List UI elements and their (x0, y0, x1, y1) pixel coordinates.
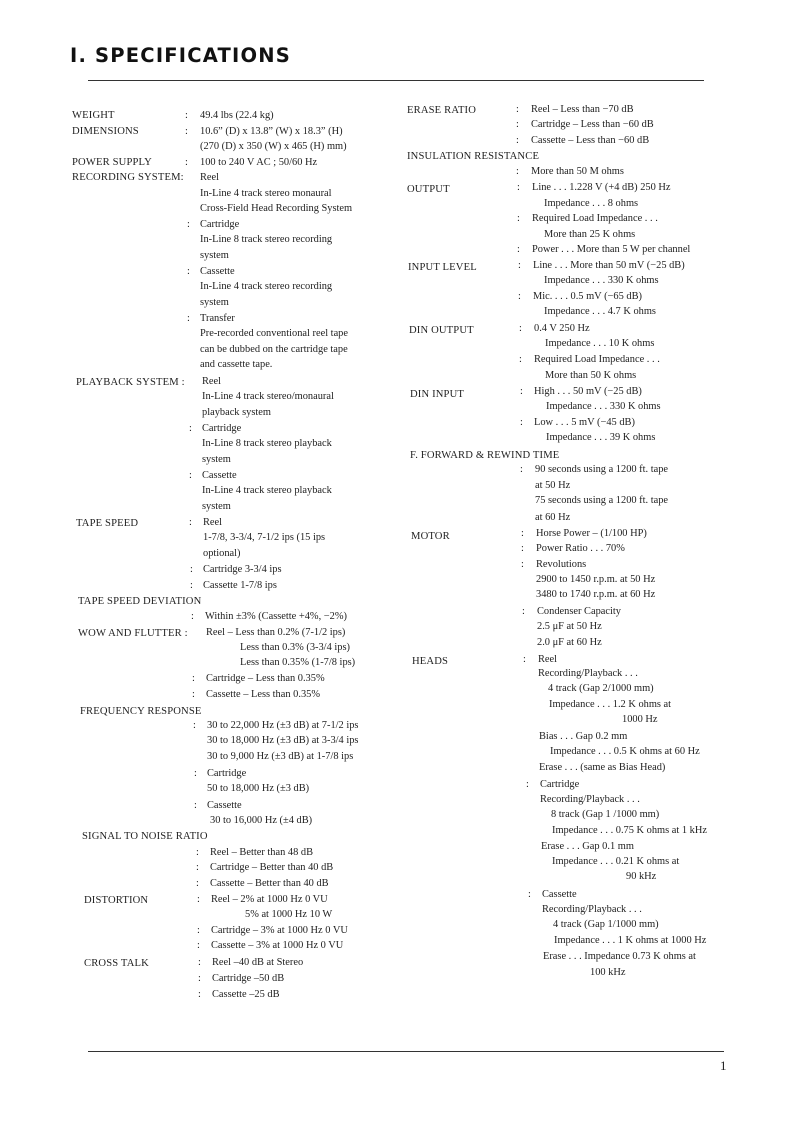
dimensions-metric: (270 (D) x 350 (W) x 465 (H) mm) (200, 141, 347, 152)
colon: : (528, 889, 531, 900)
dimensions-value: 10.6” (D) x 13.8” (W) x 18.3” (H) (200, 126, 343, 137)
spec-line: Cartridge (200, 219, 240, 230)
spec-line: More than 25 K ohms (544, 229, 636, 240)
page-number: 1 (720, 1058, 727, 1073)
spec-line: Cassette – 3% at 1000 Hz 0 VU (211, 940, 344, 951)
spec-line: Reel – Less than 0.2% (7-1/2 ips) (206, 627, 346, 638)
spec-line: system (202, 501, 231, 512)
spec-line: Impedance . . . 8 ohms (544, 198, 639, 209)
colon: : (519, 354, 522, 365)
colon: : (198, 989, 201, 1000)
din-output-label: DIN OUTPUT (409, 325, 474, 336)
colon: : (187, 266, 190, 277)
spec-line: Cartridge – Better than 40 dB (210, 862, 334, 873)
insulation-resistance-label: INSULATION RESISTANCE (407, 151, 540, 162)
colon: : (519, 323, 522, 334)
spec-line: Recording/Playback . . . (538, 668, 638, 679)
tape-speed-deviation-label: TAPE SPEED DEVIATION (78, 596, 202, 607)
spec-line: Cross-Field Head Recording System (200, 203, 353, 214)
colon: : (516, 119, 519, 130)
colon: : (190, 580, 193, 591)
spec-line: Reel (203, 517, 223, 528)
colon: : (197, 940, 200, 951)
spec-line: Cartridge – Less than −60 dB (531, 119, 654, 130)
spec-line: Horse Power – (1/100 HP) (536, 528, 647, 539)
spec-line: 1000 Hz (622, 714, 658, 725)
spec-line: 30 to 16,000 Hz (±4 dB) (210, 815, 313, 826)
colon: : (197, 925, 200, 936)
spec-line: Impedance . . . 0.21 K ohms at (552, 856, 680, 867)
erase-ratio-label: ERASE RATIO (407, 105, 477, 116)
power-supply-label: POWER SUPPLY (72, 157, 152, 168)
spec-line: playback system (202, 407, 271, 418)
spec-line: Cassette (200, 266, 235, 277)
spec-line: Cartridge –50 dB (212, 973, 285, 984)
colon: : (196, 862, 199, 873)
spec-line: Reel – 2% at 1000 Hz 0 VU (211, 894, 328, 905)
spec-line: Cassette 1-7/8 ips (203, 580, 277, 591)
spec-line: Mic. . . . 0.5 mV (−65 dB) (533, 291, 642, 302)
spec-line: 2.5 μF at 50 Hz (537, 621, 602, 632)
spec-line: system (202, 454, 231, 465)
spec-line: Less than 0.35% (1-7/8 ips) (240, 657, 356, 668)
colon: : (198, 957, 201, 968)
spec-line: Reel – Better than 48 dB (210, 847, 314, 858)
forward-rewind-label: F. FORWARD & REWIND TIME (410, 450, 560, 461)
spec-line: 3480 to 1740 r.p.m. at 60 Hz (536, 589, 656, 600)
spec-line: Cassette (202, 470, 237, 481)
colon: : (189, 423, 192, 434)
colon: : (196, 847, 199, 858)
spec-line: Power . . . More than 5 W per channel (532, 244, 691, 255)
spec-line: Bias . . . Gap 0.2 mm (539, 731, 628, 742)
spec-line: Cartridge – 3% at 1000 Hz 0 VU (211, 925, 348, 936)
spec-line: system (200, 297, 229, 308)
colon: : (192, 673, 195, 684)
spec-line: 50 to 18,000 Hz (±3 dB) (207, 783, 310, 794)
spec-line: Power Ratio . . . 70% (536, 543, 625, 554)
spec-line: Line . . . More than 50 mV (−25 dB) (533, 260, 685, 271)
page-title: I. SPECIFICATIONS (70, 44, 292, 67)
spec-line: Cartridge 3-3/4 ips (203, 564, 282, 575)
colon: : (198, 973, 201, 984)
spec-line: In-Line 4 track stereo playback (202, 485, 332, 496)
recording-system-label: RECORDING SYSTEM: (72, 172, 184, 183)
spec-line: 8 track (Gap 1 /1000 mm) (551, 809, 660, 820)
spec-line: 1-7/8, 3-3/4, 7-1/2 ips (15 ips (203, 532, 326, 543)
spec-line: Impedance . . . 10 K ohms (545, 338, 655, 349)
spec-line: Required Load Impedance . . . (532, 213, 658, 224)
spec-line: Reel –40 dB at Stereo (212, 957, 304, 968)
spec-line: Revolutions (536, 559, 587, 570)
colon: : (191, 611, 194, 622)
colon: : (187, 219, 190, 230)
spec-line: Pre-recorded conventional reel tape (200, 328, 348, 339)
spec-line: In-Line 4 track stereo monaural (200, 188, 332, 199)
spec-line: optional) (203, 548, 241, 559)
spec-line: 75 seconds using a 1200 ft. tape (535, 495, 669, 506)
colon: : (520, 386, 523, 397)
spec-line: Erase . . . Impedance 0.73 K ohms at (543, 951, 696, 962)
colon: : (194, 768, 197, 779)
spec-line: Impedance . . . 1.2 K ohms at (549, 699, 672, 710)
input-level-label: INPUT LEVEL (408, 262, 477, 273)
spec-line: Impedance . . . 0.75 K ohms at 1 kHz (552, 825, 707, 836)
spec-line: 90 seconds using a 1200 ft. tape (535, 464, 669, 475)
spec-line: Cassette –25 dB (212, 989, 280, 1000)
spec-line: 30 to 22,000 Hz (±3 dB) at 7-1/2 ips (207, 720, 359, 731)
colon: : (185, 157, 188, 168)
spec-line: 30 to 18,000 Hz (±3 dB) at 3-3/4 ips (207, 735, 359, 746)
spec-line: Reel (202, 376, 222, 387)
din-input-label: DIN INPUT (410, 389, 465, 400)
spec-line: Recording/Playback . . . (540, 794, 640, 805)
spec-line: Erase . . . Gap 0.1 mm (541, 841, 634, 852)
spec-line: can be dubbed on the cartridge tape (200, 344, 348, 355)
spec-line: Condenser Capacity (537, 606, 621, 617)
spec-line: Reel (200, 172, 220, 183)
spec-line: In-Line 8 track stereo playback (202, 438, 332, 449)
spec-line: 2.0 μF at 60 Hz (537, 637, 602, 648)
spec-line: Within ±3% (Cassette +4%, −2%) (205, 611, 347, 622)
spec-line: Impedance . . . 39 K ohms (546, 432, 656, 443)
spec-line: Transfer (200, 313, 235, 324)
spec-line: Less than 0.3% (3-3/4 ips) (240, 642, 350, 653)
playback-system-label: PLAYBACK SYSTEM : (76, 377, 185, 388)
weight-value: 49.4 lbs (22.4 kg) (200, 110, 274, 121)
frequency-response-label: FREQUENCY RESPONSE (80, 706, 202, 717)
weight-label: WEIGHT (72, 110, 115, 121)
colon: : (516, 135, 519, 146)
colon: : (517, 244, 520, 255)
spec-line: Cartridge (207, 768, 247, 779)
spec-line: Cartridge (540, 779, 580, 790)
tape-speed-label: TAPE SPEED (76, 518, 139, 529)
spec-line: Impedance . . . 0.5 K ohms at 60 Hz (550, 746, 700, 757)
colon: : (187, 313, 190, 324)
dimensions-label: DIMENSIONS (72, 126, 139, 137)
spec-line: High . . . 50 mV (−25 dB) (534, 386, 642, 397)
colon: : (521, 543, 524, 554)
spec-line: 5% at 1000 Hz 10 W (245, 909, 333, 920)
colon: : (189, 517, 192, 528)
power-supply-value: 100 to 240 V AC ; 50/60 Hz (200, 157, 318, 168)
spec-line: In-Line 4 track stereo/monaural (202, 391, 334, 402)
motor-label: MOTOR (411, 531, 450, 542)
spec-line: Erase . . . (same as Bias Head) (539, 762, 666, 773)
spec-line: More than 50 M ohms (531, 166, 624, 177)
spec-line: 100 kHz (590, 967, 626, 978)
colon: : (518, 291, 521, 302)
spec-line: Cassette (542, 889, 577, 900)
spec-line: 4 track (Gap 2/1000 mm) (548, 683, 654, 694)
spec-line: Reel (538, 654, 558, 665)
colon: : (190, 564, 193, 575)
colon: : (193, 720, 196, 731)
colon: : (194, 800, 197, 811)
distortion-label: DISTORTION (84, 895, 149, 906)
spec-line: 4 track (Gap 1/1000 mm) (553, 919, 659, 930)
spec-line: Line . . . 1.228 V (+4 dB) 250 Hz (532, 182, 671, 193)
colon: : (185, 110, 188, 121)
colon: : (196, 878, 199, 889)
spec-line: In-Line 8 track stereo recording (200, 234, 333, 245)
output-label: OUTPUT (407, 184, 450, 195)
spec-line: Cassette – Less than −60 dB (531, 135, 650, 146)
spec-line: Recording/Playback . . . (542, 904, 642, 915)
top-rule (88, 80, 704, 81)
spec-line: at 60 Hz (535, 512, 571, 523)
wow-flutter-label: WOW AND FLUTTER : (78, 628, 188, 639)
spec-line: Impedance . . . 1 K ohms at 1000 Hz (554, 935, 707, 946)
spec-line: Reel – Less than −70 dB (531, 104, 634, 115)
colon: : (517, 182, 520, 193)
colon: : (521, 559, 524, 570)
spec-line: Impedance . . . 4.7 K ohms (544, 306, 656, 317)
colon: : (522, 606, 525, 617)
colon: : (520, 417, 523, 428)
spec-line: 90 kHz (626, 871, 657, 882)
spec-line: Impedance . . . 330 K ohms (546, 401, 661, 412)
cross-talk-label: CROSS TALK (84, 958, 149, 969)
spec-line: 30 to 9,000 Hz (±3 dB) at 1-7/8 ips (207, 751, 354, 762)
colon: : (523, 654, 526, 665)
spec-line: and cassette tape. (200, 359, 273, 370)
spec-line: Impedance . . . 330 K ohms (544, 275, 659, 286)
colon: : (526, 779, 529, 790)
colon: : (189, 470, 192, 481)
colon: : (185, 126, 188, 137)
colon: : (517, 213, 520, 224)
heads-label: HEADS (412, 656, 449, 667)
spec-line: Cartridge (202, 423, 242, 434)
bottom-rule (88, 1051, 724, 1052)
spec-line: at 50 Hz (535, 480, 571, 491)
spec-line: More than 50 K ohms (545, 370, 637, 381)
spec-line: Cassette – Better than 40 dB (210, 878, 329, 889)
spec-line: Cartridge – Less than 0.35% (206, 673, 325, 684)
colon: : (516, 104, 519, 115)
spec-line: Cassette – Less than 0.35% (206, 689, 320, 700)
spec-line: system (200, 250, 229, 261)
colon: : (197, 894, 200, 905)
colon: : (520, 464, 523, 475)
spec-line: 2900 to 1450 r.p.m. at 50 Hz (536, 574, 656, 585)
spec-line: Required Load Impedance . . . (534, 354, 660, 365)
colon: : (516, 166, 519, 177)
spec-line: 0.4 V 250 Hz (534, 323, 590, 334)
spec-line: Low . . . 5 mV (−45 dB) (534, 417, 635, 428)
spec-line: In-Line 4 track stereo recording (200, 281, 333, 292)
colon: : (192, 689, 195, 700)
colon: : (521, 528, 524, 539)
colon: : (518, 260, 521, 271)
signal-noise-label: SIGNAL TO NOISE RATIO (82, 831, 208, 842)
spec-line: Cassette (207, 800, 242, 811)
